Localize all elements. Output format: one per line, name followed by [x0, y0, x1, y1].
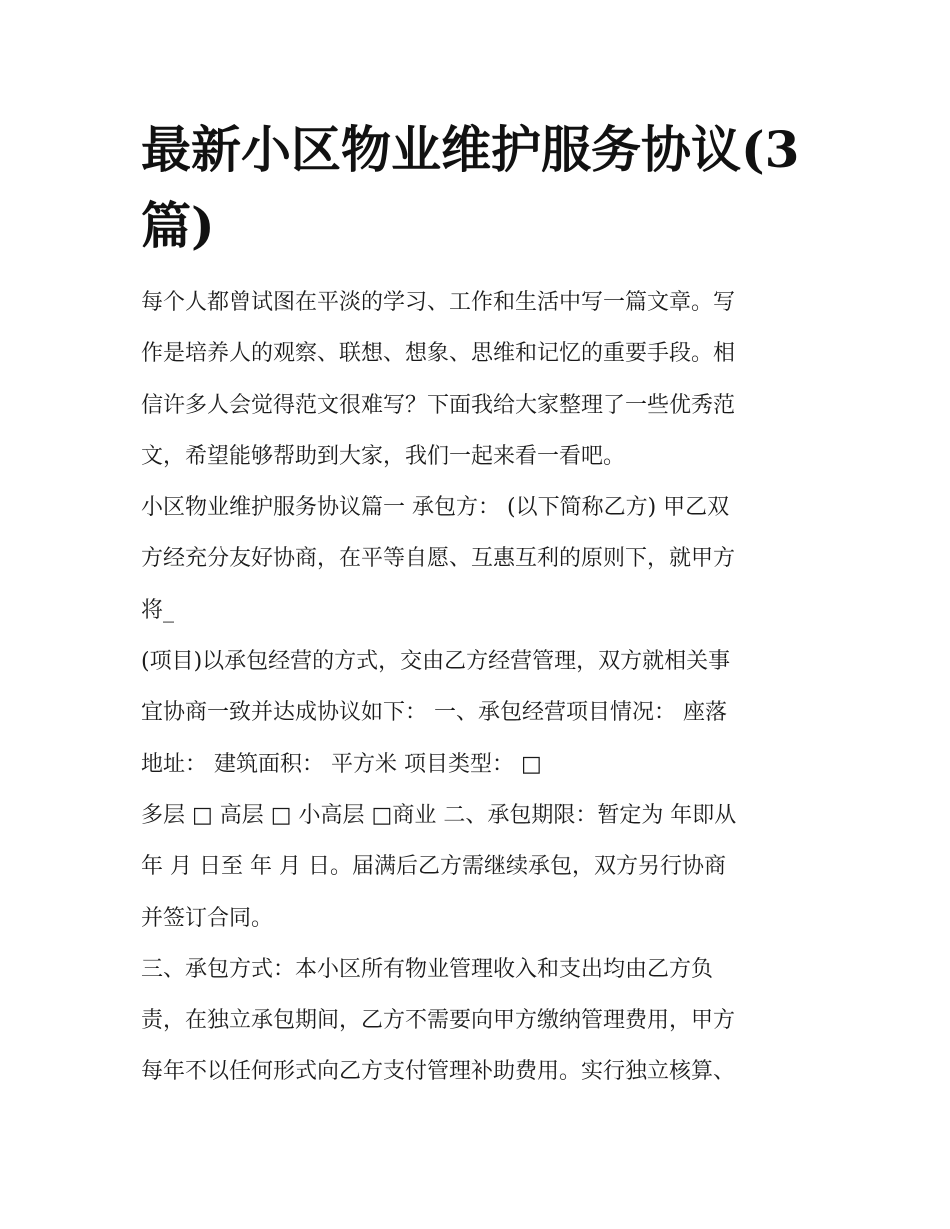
- title-line: 最新小区物业维护服务协议(3: [141, 120, 800, 179]
- body-line: 信许多人会觉得范文很难写？下面我给大家整理了一些优秀范: [141, 392, 736, 418]
- body-line: 年 月 日至 年 月 日。届满后乙方需继续承包，双方另行协商: [141, 854, 726, 880]
- title-line: 篇): [141, 196, 215, 255]
- body-line: 每个人都曾试图在平淡的学习、工作和生活中写一篇文章。写: [141, 290, 736, 315]
- document-body: [141, 277, 821, 1098]
- body-line: 文，希望能够帮助到大家，我们一起来看一看吧。: [141, 443, 626, 469]
- document-title: [141, 112, 821, 264]
- body-line: 将_: [141, 597, 175, 623]
- body-line: 责，在独立承包期间，乙方不需要向甲方缴纳管理费用，甲方: [141, 1008, 736, 1034]
- body-line: 方经充分友好协商，在平等自愿、互惠互利的原则下，就甲方: [141, 546, 736, 572]
- body-line: 并签订合同。: [141, 905, 274, 931]
- body-line: 宜协商一致并达成协议如下： 一、承包经营项目情况： 座落: [141, 700, 727, 726]
- body-line: 每年不以任何形式向乙方支付管理补助费用。实行独立核算、: [141, 1059, 736, 1085]
- body-line: 小区物业维护服务协议篇一 承包方： (以下简称乙方) 甲乙双: [141, 495, 730, 521]
- body-line: 多层 □ 高层 □ 小高层 □商业 二、承包期限：暂定为 年即从: [141, 802, 737, 828]
- body-line: 三、承包方式：本小区所有物业管理收入和支出均由乙方负: [141, 956, 714, 982]
- body-line: 地址： 建筑面积： 平方米 项目类型： □: [141, 751, 542, 777]
- body-line: (项目)以承包经营的方式，交由乙方经营管理，双方就相关事: [141, 649, 731, 675]
- body-line: 作是培养人的观察、联想、想象、思维和记忆的重要手段。相: [141, 341, 736, 367]
